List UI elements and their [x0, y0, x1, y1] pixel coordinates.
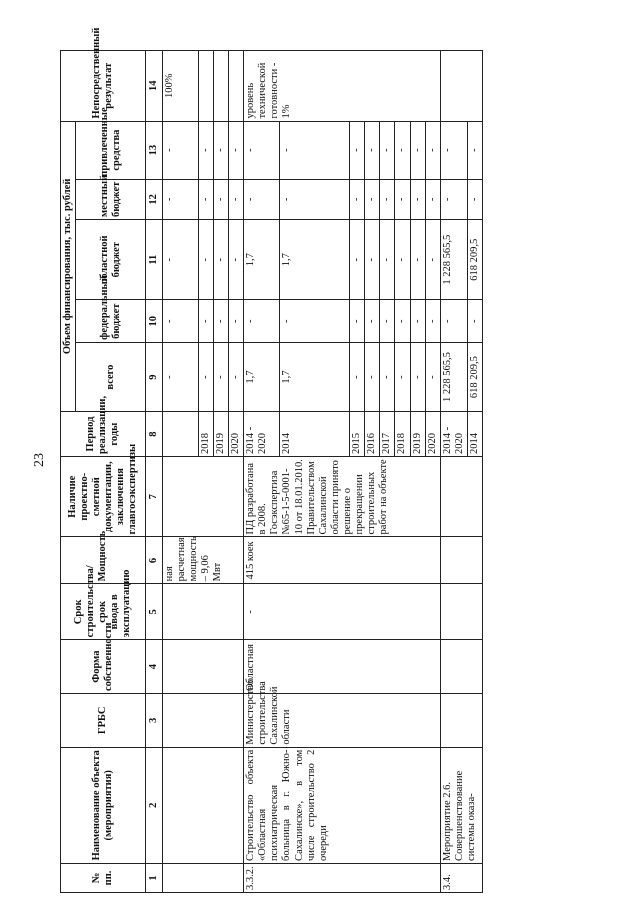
col-term-header: Срок строительства/срок ввода в эксплуатацию: [61, 584, 146, 640]
col-total-header: всего: [76, 342, 146, 411]
col-num: 10: [146, 300, 163, 342]
capacity-cell: ная расчетная мощность – 9,06 Мвт: [163, 537, 244, 584]
table-row: 2014 618 209,5 - 618 209,5 - -: [467, 51, 482, 893]
col-num: 1: [146, 863, 163, 892]
col-capacity-header: Мощность: [61, 537, 146, 584]
table-row: 2018 - - - - -: [395, 51, 410, 893]
row-number: 3.3.2.: [244, 863, 440, 892]
term-cell: -: [244, 584, 440, 640]
col-result-header: Непосредственный результат: [61, 51, 146, 122]
page-number: 23: [32, 453, 47, 467]
table-row: 2015 - - - - -: [350, 51, 365, 893]
docs-cell: ПД разработана в 2008. Госэкспертиза №65-1-5-0001-10 от 18.01.2010. Правительством Сахалинской области принято решение о прекращении строительных работ на объекте: [244, 456, 440, 537]
col-name-header: Наименование объекта (мероприятия): [61, 747, 146, 863]
col-num: 5: [146, 584, 163, 640]
table-row: 2019 - - - - -: [410, 51, 425, 893]
table-row: 2019 - - - - -: [214, 51, 229, 893]
table-row: 2014 1,7 - 1,7 - -: [280, 51, 350, 893]
funding-table: [60, 27, 483, 893]
col-no-header: № пп.: [61, 863, 146, 892]
col-num: 3: [146, 693, 163, 747]
period-cell: 2014 - 2020: [244, 412, 280, 457]
table-row: 2020 - - - - -: [229, 51, 244, 893]
col-grbs-header: ГРБС: [61, 693, 146, 747]
col-period-header: Период реализации, годы: [61, 412, 146, 457]
col-num: 8: [146, 412, 163, 457]
col-local-header: местный бюджет: [76, 179, 146, 219]
col-num: 2: [146, 747, 163, 863]
ownership-cell: Областная: [244, 640, 440, 694]
col-num: 9: [146, 342, 163, 411]
table-row: 2020 - - - - -: [425, 51, 440, 893]
table-row: ная расчетная мощность – 9,06 Мвт - - - - - 100%: [163, 51, 199, 893]
col-docs-header: Наличие проектно-сметной документации, заключения главгосэкспертизы: [61, 456, 146, 537]
col-num: 6: [146, 537, 163, 584]
col-num: 14: [146, 51, 163, 122]
col-num: 12: [146, 179, 163, 219]
funding-group-header: Объем финансирования, тыс. рублей: [61, 121, 76, 412]
header-row-1: [61, 51, 76, 893]
col-federal-header: федеральный бюджет: [76, 300, 146, 342]
year-cell: 2019: [214, 412, 229, 457]
table-row: 2016 - - - - -: [365, 51, 380, 893]
table-row: 3.4. Мероприятие 2.6. Совершенствование системы оказа- 2014 - 2020 1 228 565,5 - 1 228 565,5 - -: [440, 51, 467, 893]
year-cell: 2018: [199, 412, 214, 457]
year-cell: 2020: [229, 412, 244, 457]
table-row: 2018 - - - - -: [199, 51, 214, 893]
col-num: 11: [146, 219, 163, 300]
row-number: 3.4.: [440, 863, 482, 892]
table-row: 3.3.2. Строительство объекта «Областная психиатрическая больница в г. Южно-Сахалинске», в том числе строительство 2 очереди Министерство строительства Сахалинской области Областная - 415 коек ПД разработана в 2008. Госэкспертиза №65-1-5-0001-10 от 18.01.2010. Правительством Сахалинской области принято решение о прекращении строительных работ на объекте 2014 - 2020 1,7 - 1,7 - - уровень технической готовности - 1%: [244, 51, 280, 893]
grbs-cell: Министерство строительства Сахалинской области: [244, 693, 440, 747]
col-ownership-header: Форма собственности: [61, 640, 146, 694]
col-num: 7: [146, 456, 163, 537]
col-num: 4: [146, 640, 163, 694]
result-cell: уровень технической готовности - 1%: [244, 51, 440, 122]
column-number-row: [146, 51, 163, 893]
result-cell: 100%: [163, 51, 199, 122]
col-num: 13: [146, 121, 163, 179]
col-regional-header: областной бюджет: [76, 219, 146, 300]
col-other-header: привлеченные средства: [76, 121, 146, 179]
table-row: 2017 - - - - -: [380, 51, 395, 893]
period-cell: 2014 - 2020: [440, 412, 467, 457]
capacity-cell: 415 коек: [244, 537, 440, 584]
object-name: Строительство объекта «Областная психиатрическая больница в г. Южно-Сахалинске», в том числе строительство 2 очереди: [244, 747, 440, 863]
measure-name: Мероприятие 2.6. Совершенствование системы оказа-: [440, 747, 482, 863]
